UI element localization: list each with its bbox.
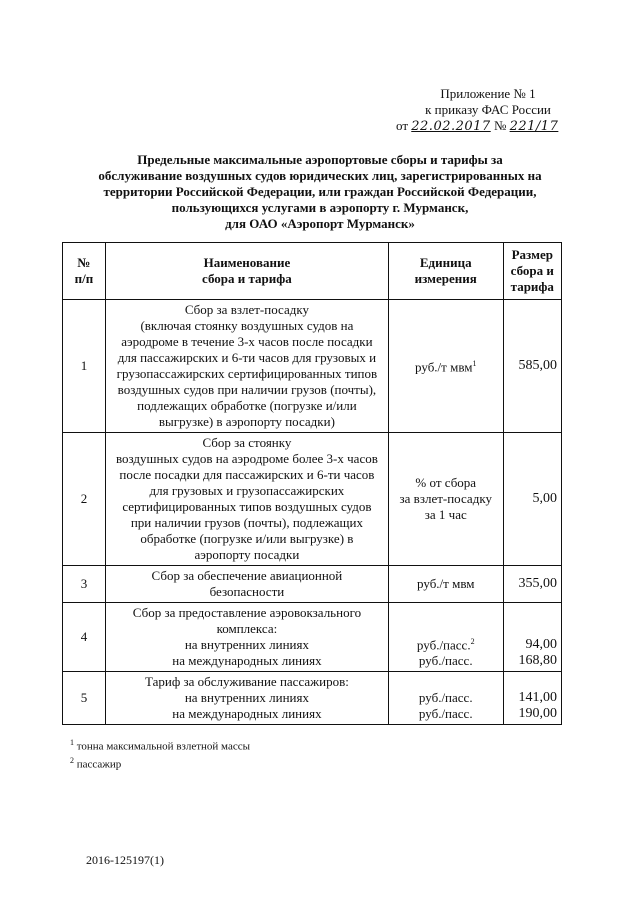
row-unit: руб./пасс.$^2$ руб./пасс. xyxy=(388,603,503,672)
row-unit: руб./т мвм xyxy=(388,566,503,603)
appendix-line-3 xyxy=(388,118,588,135)
row-unit: руб./пасс. руб./пасс. xyxy=(388,672,503,725)
row-value: 355,00 xyxy=(503,566,561,603)
footnote-2: $^2$ пассажир xyxy=(70,755,122,771)
row-name: Сбор за обеспечение авиационной безопасности xyxy=(105,566,388,603)
row-name: Сбор за стоянку воздушных судов на аэродроме более 3-х часов после посадки для пассажирских и 6-ти часов для грузовых и грузопассажирских сертифицированных типов воздушных судов при наличии грузов (почты), подлежащих обработке (погрузке и/или выгрузке) в аэропорту посадки xyxy=(105,433,388,566)
from-label: от xyxy=(396,118,409,133)
tariff-table xyxy=(62,242,562,725)
row-unit: руб./т мвм$^1$ xyxy=(388,300,503,433)
table-row xyxy=(63,300,562,433)
handwritten-number: 221/17 xyxy=(509,119,559,134)
title-line: для ОАО «Аэропорт Мурманск» xyxy=(225,216,415,231)
row-name: Сбор за предоставление аэровокзального комплекса: на внутренних линиях на международных линиях xyxy=(105,603,388,672)
document-number: 2016-125197(1) xyxy=(86,853,164,867)
header-value: Размер сбора и тарифа xyxy=(503,243,561,300)
row-value: 141,00 190,00 xyxy=(503,672,561,725)
appendix-block xyxy=(388,86,588,135)
header-num: № п/п xyxy=(63,243,106,300)
table-row xyxy=(63,603,562,672)
row-value: 585,00 xyxy=(503,300,561,433)
row-unit: % от сбора за взлет-посадку за 1 час xyxy=(388,433,503,566)
header-name: Наименование сбора и тарифа xyxy=(105,243,388,300)
row-num: 3 xyxy=(63,566,106,603)
title-line: Предельные максимальные аэропортовые сборы и тарифы за xyxy=(137,152,503,167)
handwritten-date: 22.02.2017 xyxy=(411,119,491,134)
row-num: 2 xyxy=(63,433,106,566)
row-num: 1 xyxy=(63,300,106,433)
row-value: 94,00 168,80 xyxy=(503,603,561,672)
title-line: обслуживание воздушных судов юридических лиц, зарегистрированных на xyxy=(98,168,542,183)
footnote-1: $^1$ тонна максимальной взлетной массы xyxy=(70,738,250,753)
header-unit: Единица измерения xyxy=(388,243,503,300)
title-line: территории Российской Федерации, или граждан Российской Федерации, xyxy=(103,184,537,199)
table-row xyxy=(63,672,562,725)
table-row xyxy=(63,433,562,566)
row-num: 4 xyxy=(63,603,106,672)
appendix-line-1: Приложение № 1 xyxy=(440,86,536,101)
row-name: Сбор за взлет-посадку (включая стоянку воздушных судов на аэродроме в течение 3-х часов после посадки для пассажирских и 6-ти часов для грузовых и грузопассажирских сертифицированных типов воздушных судов при наличии грузов (почты), подлежащих обработке (погрузке и/или выгрузке) в аэропорту посадки) xyxy=(105,300,388,433)
row-name: Тариф за обслуживание пассажиров: на внутренних линиях на международных линиях xyxy=(105,672,388,725)
table-row xyxy=(63,566,562,603)
appendix-line-2: к приказу ФАС России xyxy=(425,102,551,117)
table-header-row xyxy=(63,243,562,300)
row-num: 5 xyxy=(63,672,106,725)
row-value: 5,00 xyxy=(503,433,561,566)
title-line: пользующихся услугами в аэропорту г. Мурманск, xyxy=(171,200,469,215)
footnotes xyxy=(70,736,250,771)
number-label: № xyxy=(493,118,507,133)
document-title xyxy=(60,152,580,232)
